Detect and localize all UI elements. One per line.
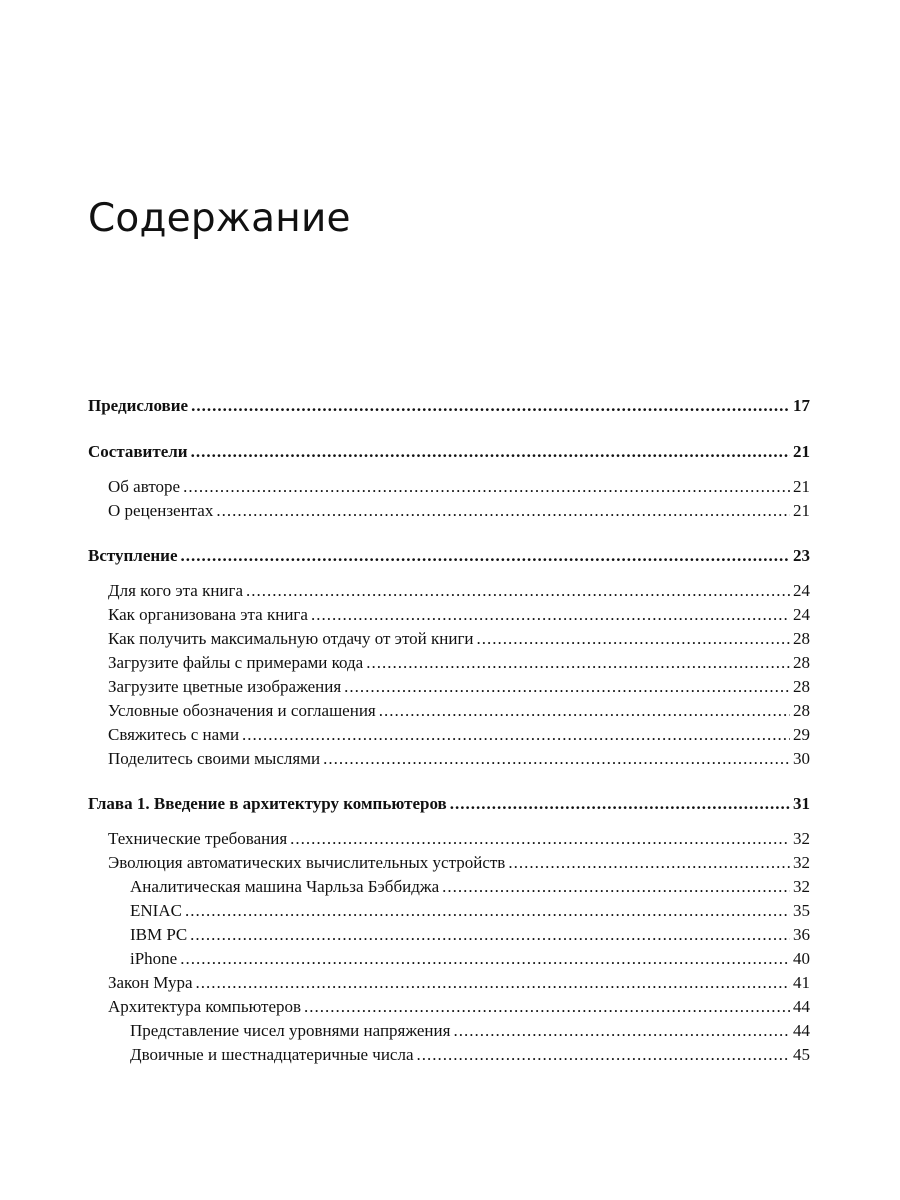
- dot-leader: [191, 439, 790, 465]
- toc-entry-section[interactable]: [88, 723, 810, 747]
- dot-leader: [311, 603, 790, 627]
- toc-entry-page-number: 30: [793, 749, 810, 768]
- toc-entry-section[interactable]: [88, 995, 810, 1019]
- dot-leader: [453, 1019, 790, 1043]
- toc-entry-section[interactable]: [88, 651, 810, 675]
- toc-entry-subsection[interactable]: [88, 1043, 810, 1067]
- toc-section: [88, 393, 810, 419]
- dot-leader: [477, 627, 790, 651]
- toc-section: [88, 439, 810, 523]
- toc-entry-title: Загрузите файлы с примерами кода: [108, 653, 364, 672]
- toc-entry-title: Условные обозначения и соглашения: [108, 701, 376, 720]
- toc-entry-title: IBM PC: [130, 925, 188, 944]
- toc-entry-section[interactable]: [88, 475, 810, 499]
- dot-leader: [417, 1043, 790, 1067]
- toc-entry-title: Составители: [88, 442, 188, 461]
- dot-leader: [190, 923, 790, 947]
- toc-entry-page-number: 24: [793, 581, 810, 600]
- dot-leader: [196, 971, 790, 995]
- toc-entry-section[interactable]: [88, 747, 810, 771]
- dot-leader: [290, 827, 790, 851]
- toc-entry-title: Закон Мура: [108, 973, 193, 992]
- toc-entry-title: Как организована эта книга: [108, 605, 308, 624]
- dot-leader: [216, 499, 790, 523]
- dot-leader: [185, 899, 790, 923]
- toc-entry-title: Технические требования: [108, 829, 288, 848]
- dot-leader: [442, 875, 790, 899]
- toc-entry-page-number: 44: [793, 997, 810, 1016]
- dot-leader: [191, 393, 790, 419]
- toc-entry-page-number: 28: [793, 677, 810, 696]
- dot-leader: [379, 699, 790, 723]
- toc-entry-section[interactable]: [88, 971, 810, 995]
- toc-entry-section[interactable]: [88, 499, 810, 523]
- toc-entry-section[interactable]: [88, 627, 810, 651]
- toc-entry-subsection[interactable]: [88, 947, 810, 971]
- toc-entry-page-number: 28: [793, 653, 810, 672]
- toc-entry-chapter[interactable]: [88, 439, 810, 465]
- toc-entry-title: Загрузите цветные изображения: [108, 677, 342, 696]
- toc-entry-title: Как получить максимальную отдачу от этой книги: [108, 629, 474, 648]
- dot-leader: [366, 651, 790, 675]
- toc-entry-page-number: 23: [793, 546, 810, 565]
- toc-entry-subsection[interactable]: [88, 875, 810, 899]
- dot-leader: [183, 475, 790, 499]
- toc-entry-title: Поделитесь своими мыслями: [108, 749, 321, 768]
- toc-entry-page-number: 35: [793, 901, 810, 920]
- toc-entry-page-number: 36: [793, 925, 810, 944]
- toc-entry-page-number: 28: [793, 629, 810, 648]
- toc-entry-subsection[interactable]: [88, 923, 810, 947]
- dot-leader: [450, 791, 790, 817]
- toc-entry-title: Свяжитесь с нами: [108, 725, 240, 744]
- toc-entry-title: Представление чисел уровнями напряжения: [130, 1021, 451, 1040]
- toc-entry-page-number: 21: [793, 442, 810, 461]
- toc-entry-title: О рецензентах: [108, 501, 214, 520]
- toc-entry-chapter[interactable]: [88, 393, 810, 419]
- toc-entry-section[interactable]: [88, 603, 810, 627]
- toc-entry-page-number: 45: [793, 1045, 810, 1064]
- toc-entry-title: Двоичные и шестнадцатеричные числа: [130, 1045, 414, 1064]
- toc-entry-page-number: 29: [793, 725, 810, 744]
- dot-leader: [508, 851, 790, 875]
- toc-entry-title: Архитектура компьютеров: [108, 997, 302, 1016]
- toc-entry-title: iPhone: [130, 949, 178, 968]
- toc-entry-page-number: 40: [793, 949, 810, 968]
- toc-entry-page-number: 31: [793, 794, 810, 813]
- toc-entry-section[interactable]: [88, 675, 810, 699]
- dot-leader: [181, 543, 790, 569]
- toc-entry-page-number: 21: [793, 501, 810, 520]
- toc-entry-page-number: 41: [793, 973, 810, 992]
- toc-entry-section[interactable]: [88, 851, 810, 875]
- toc-entry-page-number: 32: [793, 877, 810, 896]
- dot-leader: [344, 675, 790, 699]
- toc-entry-title: Об авторе: [108, 477, 181, 496]
- toc-entry-page-number: 28: [793, 701, 810, 720]
- toc-entry-page-number: 24: [793, 605, 810, 624]
- toc-entry-chapter[interactable]: [88, 543, 810, 569]
- toc-entry-section[interactable]: [88, 579, 810, 603]
- toc-entry-page-number: 21: [793, 477, 810, 496]
- toc-entry-page-number: 17: [793, 396, 810, 415]
- table-of-contents: [88, 393, 810, 1067]
- toc-entry-section[interactable]: [88, 827, 810, 851]
- toc-entry-title: Предисловие: [88, 396, 189, 415]
- toc-entry-title: Глава 1. Введение в архитектуру компьютеров: [88, 794, 447, 813]
- dot-leader: [180, 947, 790, 971]
- toc-entry-title: Для кого эта книга: [108, 581, 244, 600]
- toc-entry-page-number: 44: [793, 1021, 810, 1040]
- toc-entry-page-number: 32: [793, 853, 810, 872]
- toc-entry-title: Аналитическая машина Чарльза Бэббиджа: [130, 877, 440, 896]
- toc-entry-title: Эволюция автоматических вычислительных устройств: [108, 853, 506, 872]
- toc-entry-title: ENIAC: [130, 901, 182, 920]
- toc-entry-subsection[interactable]: [88, 899, 810, 923]
- toc-section: [88, 543, 810, 771]
- toc-entry-subsection[interactable]: [88, 1019, 810, 1043]
- toc-section: [88, 791, 810, 1067]
- toc-entry-chapter[interactable]: [88, 791, 810, 817]
- page-title: Содержание: [88, 196, 351, 241]
- toc-entry-section[interactable]: [88, 699, 810, 723]
- dot-leader: [246, 579, 790, 603]
- dot-leader: [304, 995, 790, 1019]
- dot-leader: [323, 747, 790, 771]
- toc-entry-page-number: 32: [793, 829, 810, 848]
- toc-entry-title: Вступление: [88, 546, 178, 565]
- dot-leader: [242, 723, 790, 747]
